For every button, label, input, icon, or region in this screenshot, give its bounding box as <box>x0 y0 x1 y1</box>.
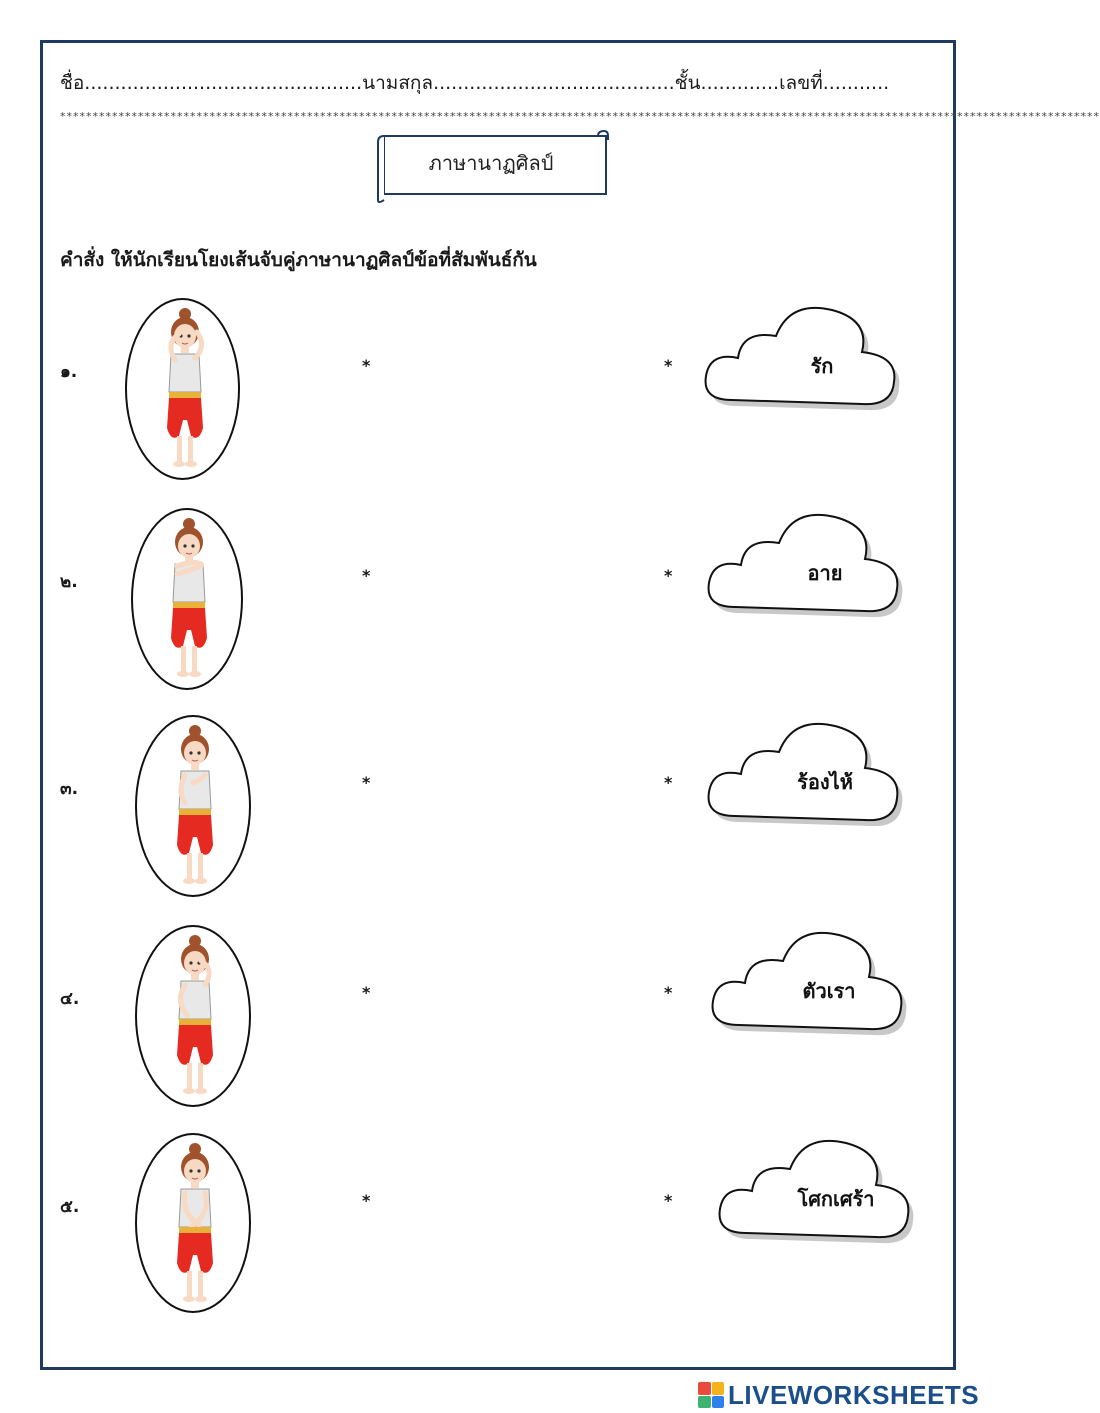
class-field[interactable]: ชั้น............. <box>674 72 780 94</box>
right-match-dot[interactable]: * <box>664 983 673 1002</box>
cloud-word-box <box>705 507 905 627</box>
left-match-dot[interactable]: * <box>362 356 371 375</box>
item-number: ๔. <box>60 989 80 1009</box>
item-number: ๒. <box>60 572 78 592</box>
cloud-word: ตัวเรา <box>802 979 856 1003</box>
cloud-word-box <box>705 716 905 836</box>
item-number: ๕. <box>60 1197 80 1217</box>
cloud-word: ร้องไห้ <box>797 770 853 794</box>
dancer-figure <box>155 725 235 895</box>
dancer-figure <box>145 308 225 478</box>
cloud-word-box <box>709 925 909 1045</box>
page-title: ภาษานาฏศิลป์ <box>428 151 554 175</box>
dancer-picture-oval <box>131 508 243 690</box>
left-match-dot[interactable]: * <box>362 773 371 792</box>
student-info-line <box>60 68 940 98</box>
item-number: ๓. <box>60 779 79 799</box>
dancer-figure <box>149 518 229 688</box>
left-match-dot[interactable]: * <box>362 1191 371 1210</box>
dancer-figure <box>155 935 235 1105</box>
cloud-word: โศกเศร้า <box>797 1187 875 1211</box>
cloud-word: รัก <box>810 354 834 378</box>
dancer-picture-oval <box>135 1133 251 1313</box>
right-match-dot[interactable]: * <box>664 566 673 585</box>
dancer-picture-oval <box>135 715 251 897</box>
dancer-figure <box>155 1143 235 1313</box>
liveworksheets-brand <box>698 1380 979 1410</box>
dancer-picture-oval <box>125 298 240 480</box>
cloud-word-box <box>716 1133 916 1253</box>
left-match-dot[interactable]: * <box>362 566 371 585</box>
brand-name: LIVEWORKSHEETS <box>728 1379 980 1410</box>
instruction-text: คำสั่ง ให้นักเรียนโยงเส้นจับคู่ภาษานาฏศิลป์ข้อที่สัมพันธ์กัน <box>60 249 537 271</box>
liveworksheets-logo-icon <box>698 1382 724 1408</box>
star-divider: **************************************************************************************************************************************************************** <box>60 110 1100 123</box>
item-number: ๑. <box>60 362 78 382</box>
name-field[interactable]: ชื่อ.............................................. <box>60 72 363 94</box>
left-match-dot[interactable]: * <box>362 983 371 1002</box>
dancer-picture-oval <box>135 925 251 1107</box>
right-match-dot[interactable]: * <box>664 1191 673 1210</box>
right-match-dot[interactable]: * <box>664 773 673 792</box>
cloud-word: อาย <box>807 561 843 585</box>
cloud-word-box <box>702 300 902 420</box>
surname-field[interactable]: นามสกุล........................................ <box>362 72 675 94</box>
right-match-dot[interactable]: * <box>664 356 673 375</box>
number-field[interactable]: เลขที่........... <box>779 72 890 94</box>
title-scroll <box>376 130 606 200</box>
